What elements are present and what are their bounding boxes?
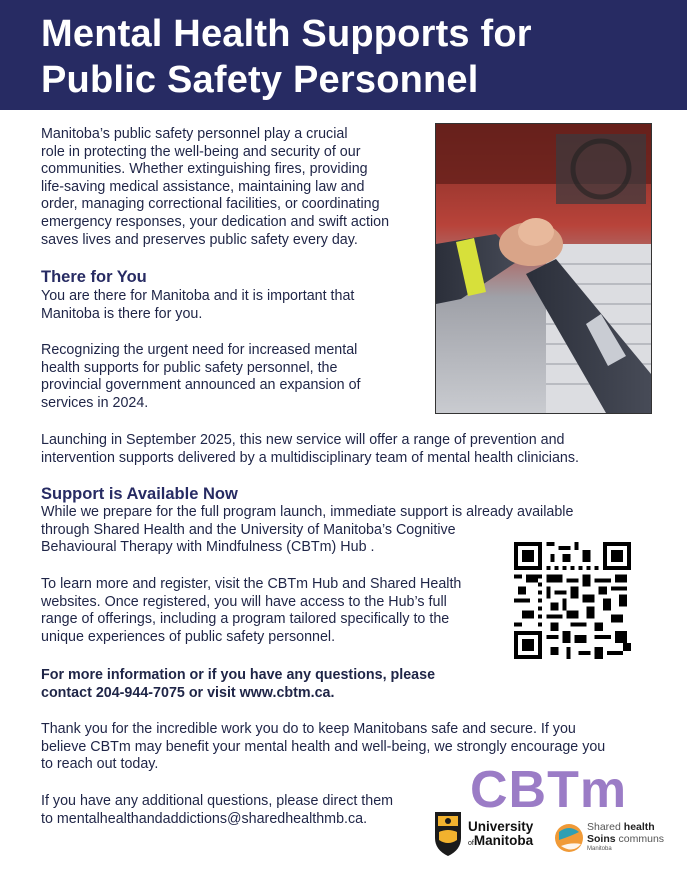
register-paragraph: To learn more and register, visit the CBTm Hub and Shared Health websites. Once registered, you will have access to the Hub’s full range of offerings, including a program tailored specifically to the unique experiences of public safety personnel. (41, 576, 462, 645)
launching-paragraph: Launching in September 2025, this new service will offer a range of prevention and intervention supports delivered by a multidisciplinary team of mental health clinicians. (41, 432, 579, 466)
title-line-1: Mental Health Supports for (41, 13, 532, 55)
intro-paragraph: Manitoba’s public safety personnel play a crucial role in protecting the well-being and security of our communities. Whether extinguishing fires, providing life-saving medical assistance, maintaining law and order, managing correctional facilities, or coordinating emergency responses, your dedication and swift action saves lives and preserves public safety every day. (41, 126, 390, 248)
firefighter-handshake-photo (435, 123, 652, 414)
photo-illustration (436, 124, 651, 413)
title-line-2: Public Safety Personnel (41, 59, 479, 101)
university-of-manitoba-wordmark: University ofManitoba (468, 819, 534, 848)
cbtm-logo: CBTm (470, 761, 628, 819)
recognizing-paragraph: Recognizing the urgent need for increased mental health supports for public safety personnel, the provincial government announced an expansion of services in 2024. (41, 342, 361, 411)
contact-paragraph: For more information or if you have any questions, please contact 204-944-7075 or visit www.cbtm.ca. (41, 667, 436, 701)
shared-health-wordmark: Shared health Soins communs Manitoba (587, 821, 665, 852)
qr-code-icon[interactable] (514, 542, 631, 659)
header-banner (0, 0, 687, 110)
section-heading-support-available: Support is Available Now (41, 485, 238, 503)
there-for-you-paragraph: You are there for Manitoba and it is important that Manitoba is there for you. (41, 288, 355, 322)
closing-paragraph: If you have any additional questions, please direct them to mentalhealthandaddictions@sharedhealthmb.ca. (41, 793, 394, 827)
section-heading-there-for-you: There for You (41, 268, 147, 286)
support-paragraph: While we prepare for the full program launch, immediate support is already available through Shared Health and the University of Manitoba’s Cognitive Behavioural Therapy with Mindfulness (CBTm) Hub . (41, 504, 574, 556)
page-title (41, 11, 532, 103)
thanks-paragraph: Thank you for the incredible work you do to keep Manitobans safe and secure. If you believe CBTm may benefit your mental health and well-being, we strongly encourage you to reach out today. (41, 721, 606, 773)
